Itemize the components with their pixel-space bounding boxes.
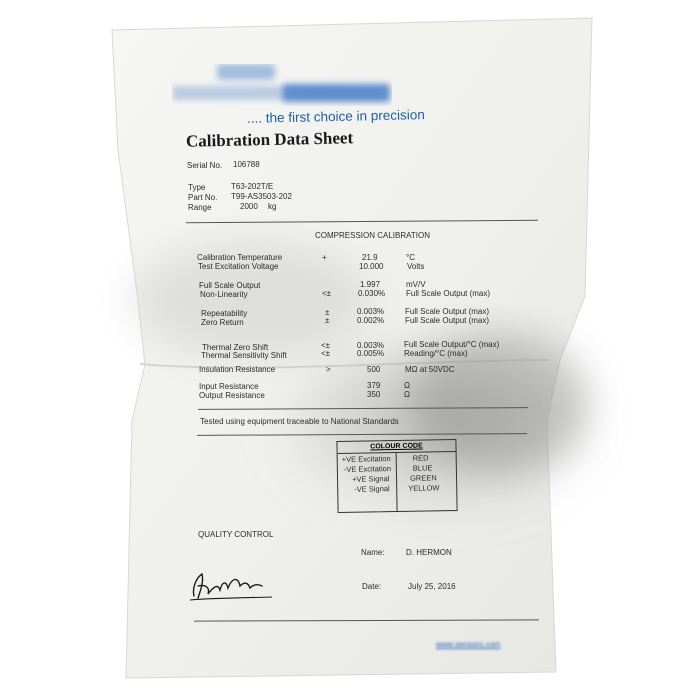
cal-value: 21.9: [362, 253, 378, 262]
colour-code-heading: COLOUR CODE: [337, 440, 455, 454]
cal-value: 10.000: [359, 262, 384, 271]
qc-name-label: Name:: [361, 548, 385, 557]
cal-label: Thermal Sensitivity Shift: [201, 351, 287, 360]
part-value: T99-AS3503-202: [231, 192, 292, 201]
calibration-heading: COMPRESSION CALIBRATION: [315, 231, 430, 240]
cal-unit: Ω: [404, 381, 410, 390]
cal-sign: ±: [325, 308, 330, 317]
qc-date-label: Date:: [362, 582, 382, 591]
cal-label: Insulation Resistance: [199, 365, 276, 374]
cal-unit: Volts: [407, 262, 425, 271]
colour-code-colour: GREEN: [409, 473, 437, 483]
cal-value: 0.030%: [358, 289, 386, 298]
cal-value: 0.003%: [357, 307, 385, 316]
cal-value: 0.003%: [357, 341, 385, 350]
cal-label: Thermal Zero Shift: [202, 343, 269, 352]
range-value: 2000: [240, 202, 258, 211]
cal-label: Full Scale Output: [199, 281, 261, 290]
cal-unit: Full Scale Output/°C (max): [404, 340, 500, 349]
cal-value: 350: [367, 390, 381, 399]
cal-sign: <±: [321, 349, 331, 358]
cal-label: Repeatability: [201, 309, 248, 318]
qc-name-value: D. HERMON: [406, 548, 452, 557]
cal-value: 1.997: [360, 280, 381, 289]
colour-code-divider: [396, 452, 398, 511]
cal-label: Input Resistance: [199, 382, 259, 391]
cal-unit: Full Scale Output (max): [405, 307, 490, 316]
cal-unit: Full Scale Output (max): [405, 316, 490, 325]
website-link[interactable]: www.sensors.com: [436, 640, 501, 649]
colour-code-signal: +VE Signal: [351, 474, 390, 484]
cal-label: Calibration Temperature: [197, 253, 283, 262]
cal-sign: +: [322, 253, 327, 262]
cal-label: Zero Return: [201, 318, 244, 327]
colour-code-signal: -VE Excitation: [343, 464, 392, 474]
document-title: Calibration Data Sheet: [185, 128, 354, 151]
qc-date-value: July 25, 2016: [408, 582, 456, 591]
quality-control-heading: QUALITY CONTROL: [198, 530, 274, 539]
range-unit: kg: [268, 202, 277, 211]
cal-label: Test Excitation Voltage: [198, 262, 279, 271]
cal-unit: Ω: [404, 390, 410, 399]
colour-code-table: [336, 439, 457, 513]
colour-code-colour: RED: [412, 453, 429, 463]
cal-unit: °C: [406, 253, 415, 262]
cal-unit: Reading/°C (max): [404, 349, 468, 358]
cal-label: Non-Linearity: [200, 290, 248, 299]
signature: [188, 568, 278, 604]
colour-code-colour: BLUE: [412, 463, 433, 473]
type-value: T63-202T/E: [231, 182, 274, 191]
colour-code-colour: YELLOW: [408, 483, 440, 493]
cal-sign: <±: [321, 341, 331, 350]
cal-label: Output Resistance: [199, 391, 265, 400]
cal-value: 500: [367, 365, 381, 374]
cal-unit: MΩ at 50VDC: [405, 365, 455, 374]
range-label: Range: [188, 203, 212, 212]
cal-unit: mV/V: [406, 280, 426, 289]
type-label: Type: [188, 183, 206, 192]
cal-value: 0.005%: [357, 349, 385, 358]
serial-value: 106788: [233, 160, 260, 169]
cal-sign: <±: [322, 289, 332, 298]
cal-sign: ±: [325, 316, 330, 325]
colour-code-signal: -VE Signal: [354, 484, 390, 494]
company-tagline: .... the first choice in precision: [246, 107, 425, 126]
cal-value: 379: [367, 381, 381, 390]
cal-sign: >: [326, 365, 331, 374]
colour-code-signal: +VE Excitation: [341, 454, 391, 464]
traceability-note: Tested using equipment traceable to National Standards: [200, 417, 399, 426]
serial-label: Serial No.: [187, 161, 223, 170]
cal-unit: Full Scale Output (max): [406, 289, 491, 298]
cal-value: 0.002%: [357, 316, 385, 325]
part-label: Part No.: [188, 193, 218, 202]
